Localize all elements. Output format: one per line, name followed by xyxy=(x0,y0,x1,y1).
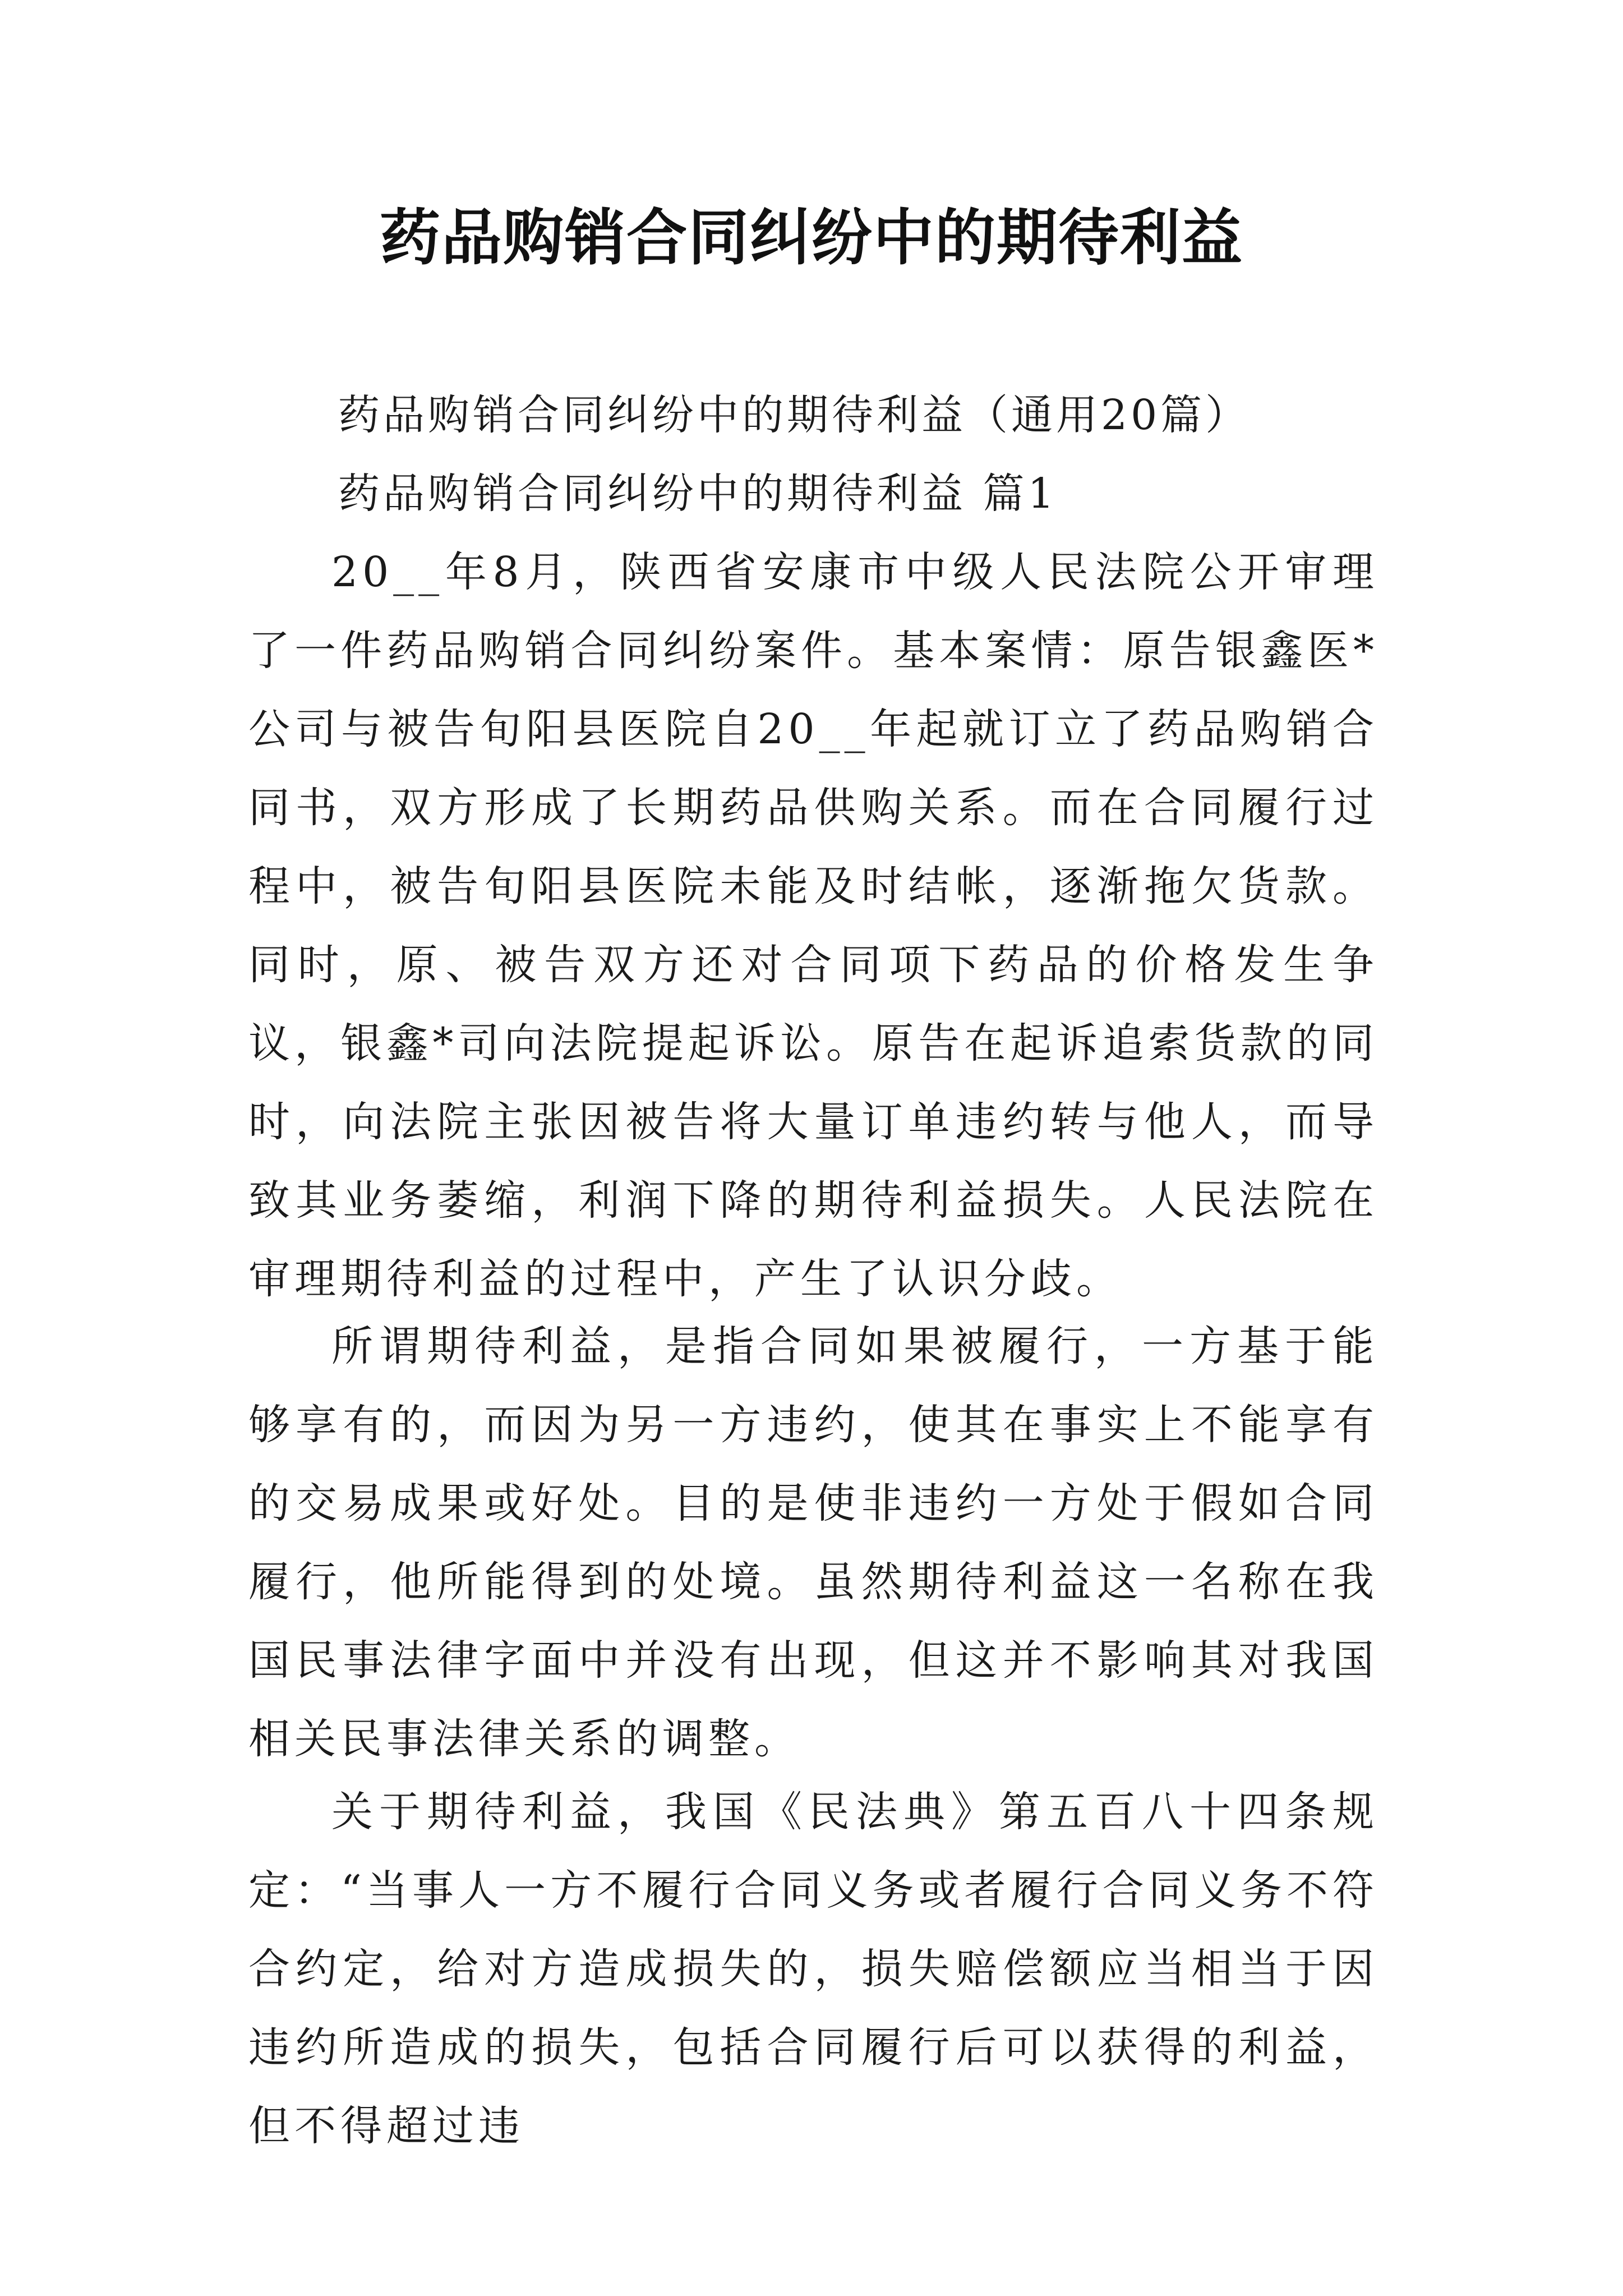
paragraph-2-block xyxy=(248,1307,1378,1778)
paragraph: 关于期待利益，我国《民法典》第五百八十四条规定：“当事人一方不履行合同义务或者履行合同义务不符合约定，给对方造成损失的，损失赔偿额应当相当于因违约所造成的损失，包括合同履行后可以获得的利益，但不得超过违 xyxy=(248,1788,1378,2150)
document-title: 药品购销合同纠纷中的期待利益 xyxy=(379,203,1243,273)
paragraph-1-block xyxy=(248,533,1378,1318)
document-subtitle: 药品购销合同纠纷中的期待利益（通用20篇） xyxy=(338,391,1251,439)
section-heading: 药品购销合同纠纷中的期待利益 篇1 xyxy=(338,470,1058,518)
paragraph: 所谓期待利益，是指合同如果被履行，一方基于能够享有的，而因为另一方违约，使其在事实上不能享有的交易成果或好处。目的是使非违约一方处于假如合同履行，他所能得到的处境。虽然期待利益这一名称在我国民事法律字面中并没有出现，但这并不影响其对我国相关民事法律关系的调整。 xyxy=(248,1322,1378,1763)
paragraph-3-block xyxy=(248,1773,1378,2165)
paragraph: 20__年8月，陕西省安康市中级人民法院公开审理了一件药品购销合同纠纷案件。基本案情：原告银鑫医*公司与被告旬阳县医院自20__年起就订立了药品购销合同书，双方形成了长期药品供购关系。而在合同履行过程中，被告旬阳县医院未能及时结帐，逐渐拖欠货款。同时，原、被告双方还对合同项下药品的价格发生争议，银鑫*司向法院提起诉讼。原告在起诉追索货款的同时，向法院主张因被告将大量订单违约转与他人，而导致其业务萎缩，利润下降的期待利益损失。人民法院在审理期待利益的过程中，产生了认识分歧。 xyxy=(248,548,1378,1303)
